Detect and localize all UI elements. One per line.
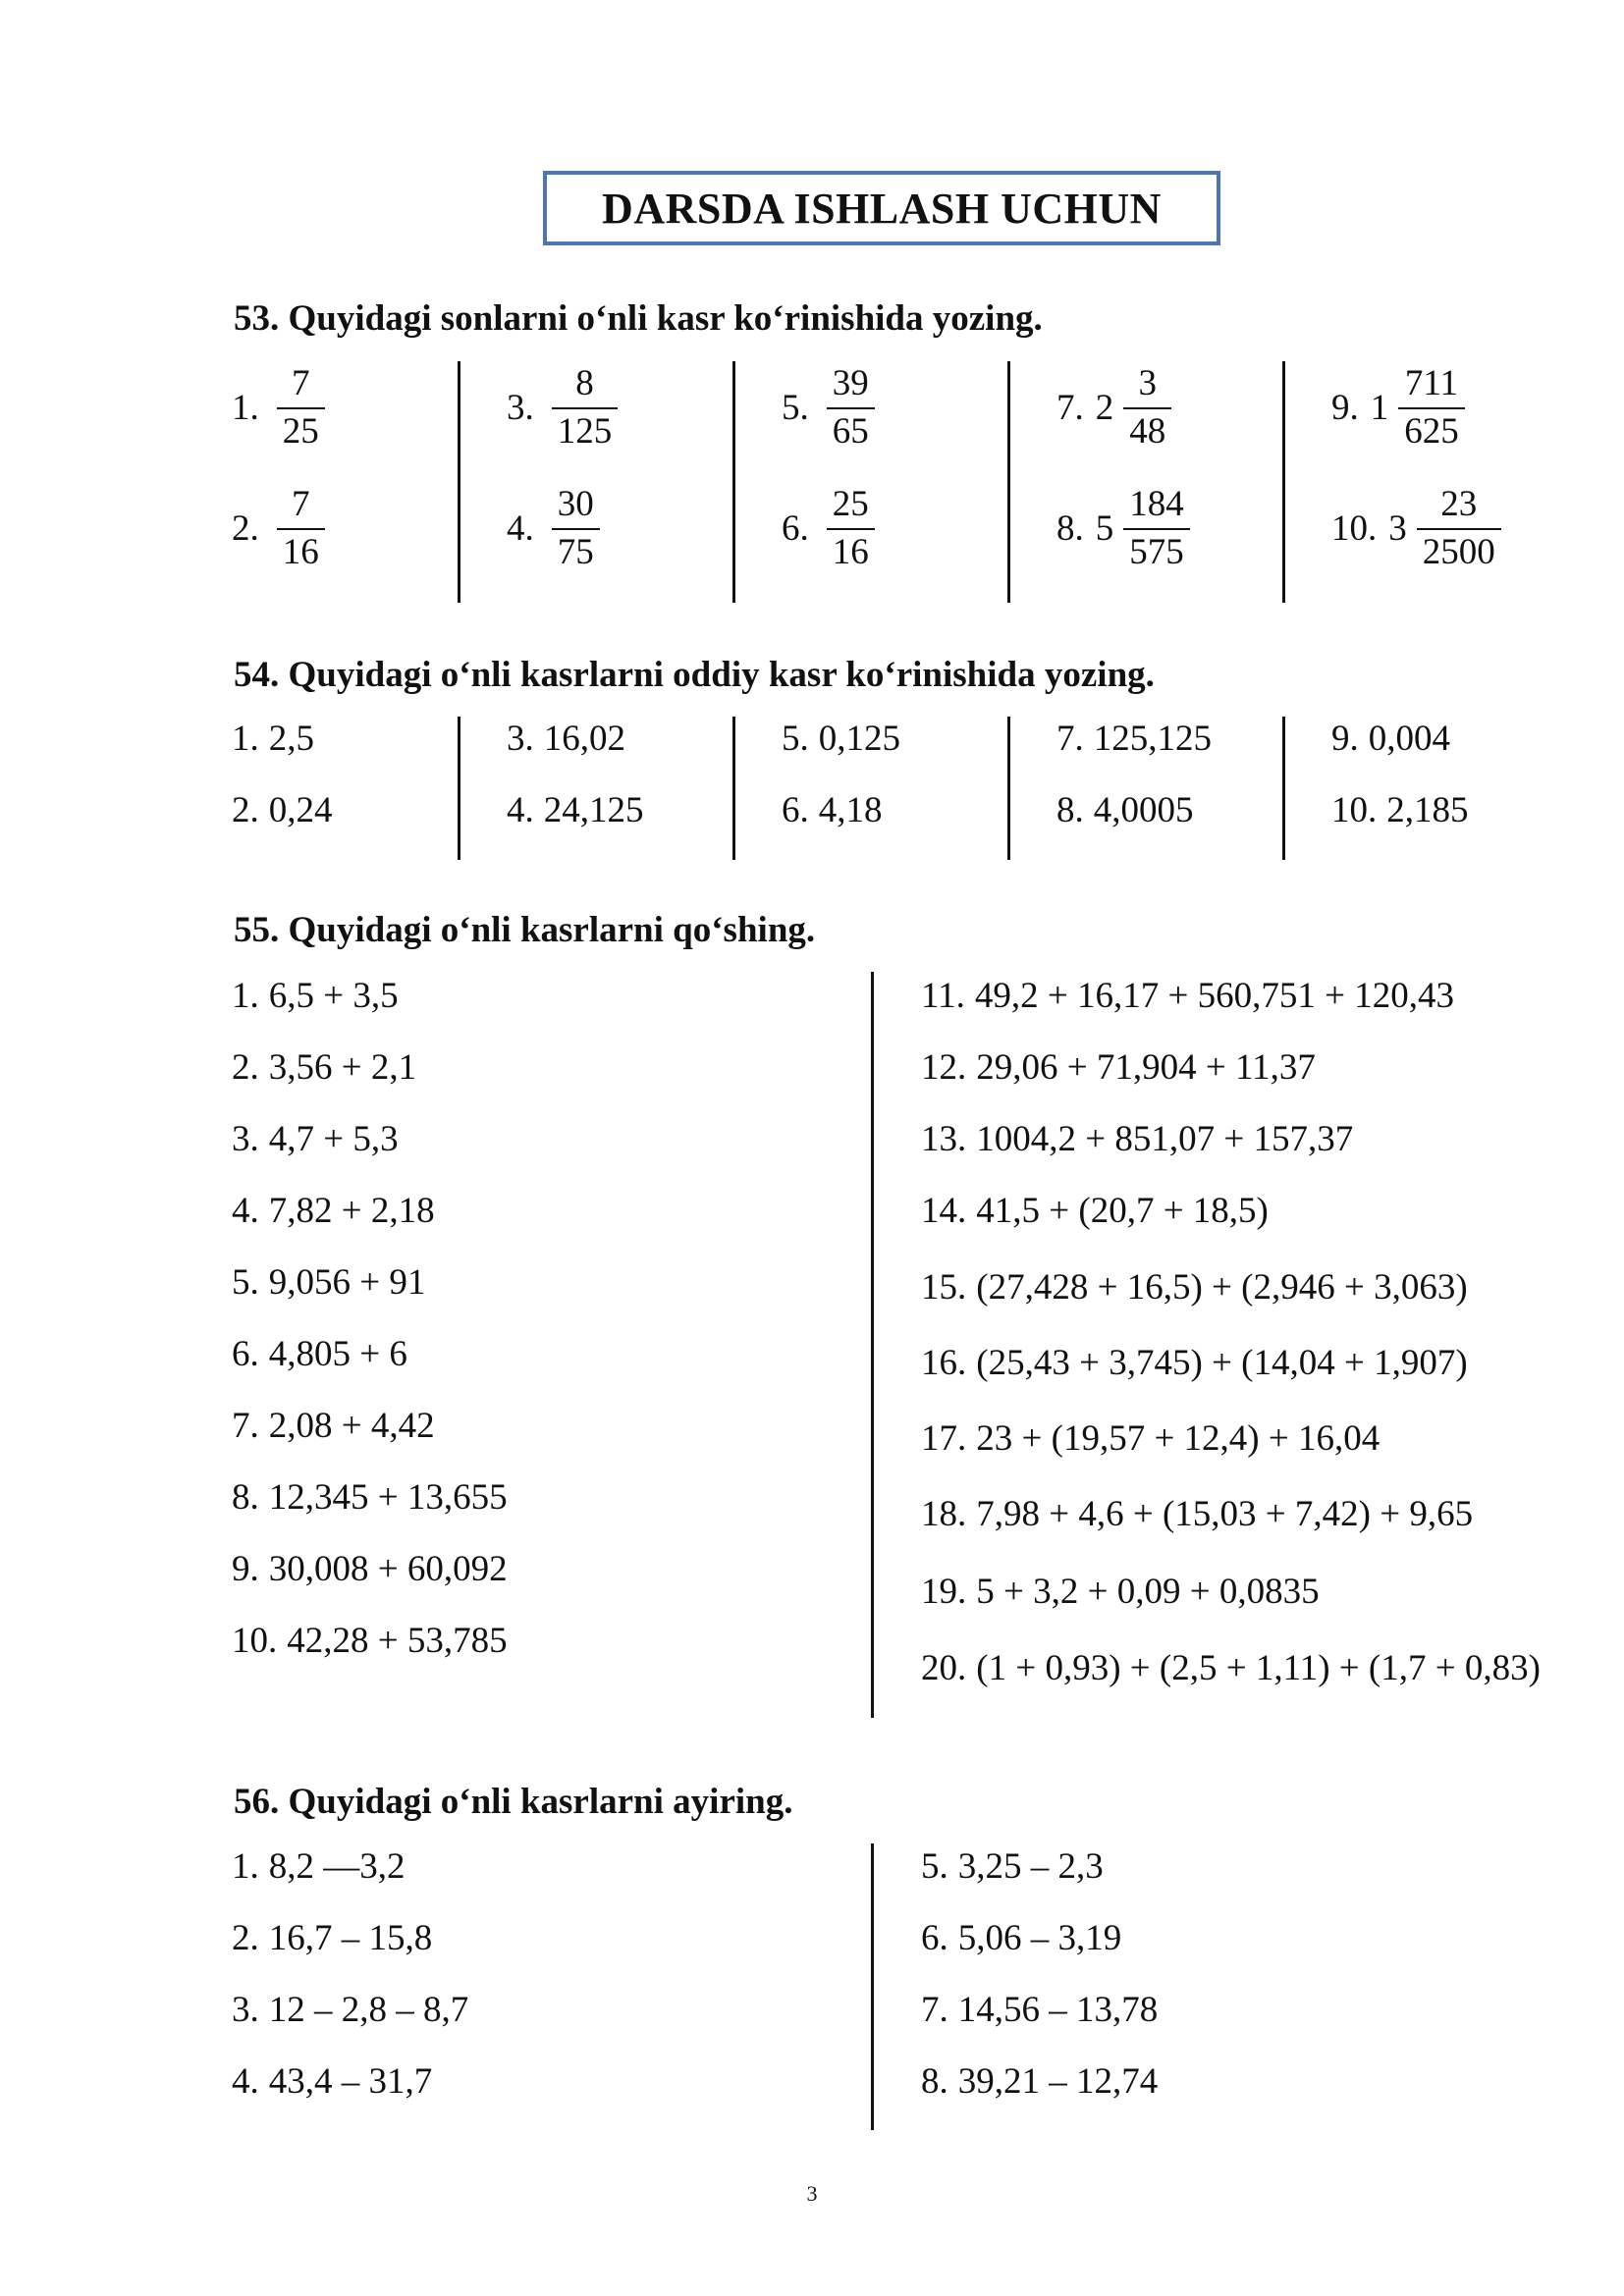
item-number: 10.	[1331, 790, 1378, 830]
numerator: 23	[1440, 484, 1478, 524]
heading-55: 55. Quyidagi o‘nli kasrlarni qo‘shing.	[234, 910, 816, 950]
column-divider	[458, 717, 460, 860]
item-expression: 2,08 + 4,42	[268, 1406, 435, 1446]
item-expression: 39,21 – 12,74	[957, 2061, 1159, 2102]
column-divider	[1282, 717, 1285, 860]
numerator: 25	[832, 484, 869, 524]
column-divider	[458, 361, 460, 603]
addition-item-7	[232, 1405, 435, 1447]
addition-item-5	[232, 1261, 425, 1304]
item-expression: 4,0005	[1093, 790, 1194, 830]
item-number: 3.	[232, 1990, 259, 2030]
item-expression: 1004,2 + 851,07 + 157,37	[976, 1119, 1354, 1159]
fraction	[552, 365, 619, 452]
item-expression: 7,82 + 2,18	[268, 1191, 435, 1231]
addition-item-9	[232, 1548, 508, 1590]
item-expression: 0,125	[818, 719, 900, 759]
whole-part: 5	[1095, 508, 1114, 550]
column-divider	[871, 1843, 874, 2130]
fraction	[827, 365, 875, 452]
item-number: 9.	[1331, 719, 1359, 759]
fraction-item-6	[782, 486, 875, 572]
item-number: 4.	[507, 508, 534, 550]
item-expression: 4,18	[818, 790, 883, 830]
decimal-item-6	[782, 789, 883, 831]
addition-item-10	[232, 1620, 508, 1662]
addition-item-1	[232, 975, 399, 1017]
item-expression: 30,008 + 60,092	[268, 1549, 508, 1589]
fraction-item-4	[507, 486, 600, 572]
item-expression: 23 + (19,57 + 12,4) + 16,04	[976, 1418, 1380, 1459]
item-expression: 42,28 + 53,785	[287, 1621, 508, 1661]
numerator: 39	[832, 363, 869, 403]
item-expression: 2,5	[268, 719, 314, 759]
item-number: 10.	[232, 1621, 278, 1661]
subtraction-item-4	[232, 2060, 432, 2103]
addition-item-16	[921, 1342, 1468, 1384]
subtraction-item-2	[232, 1917, 432, 1959]
item-number: 1.	[232, 719, 259, 759]
numerator: 7	[292, 363, 310, 403]
item-expression: 16,7 – 15,8	[268, 1918, 433, 1958]
denominator: 625	[1398, 407, 1465, 452]
item-expression: 14,56 – 13,78	[957, 1990, 1159, 2030]
item-expression: 125,125	[1093, 719, 1212, 759]
fraction	[1123, 365, 1171, 452]
item-expression: 2,185	[1386, 790, 1469, 830]
item-number: 15.	[921, 1267, 967, 1308]
item-number: 18.	[921, 1494, 967, 1534]
decimal-item-7	[1056, 718, 1212, 760]
addition-item-11	[921, 975, 1454, 1017]
subtraction-item-1	[232, 1845, 406, 1888]
addition-item-17	[921, 1417, 1380, 1460]
addition-item-8	[232, 1476, 508, 1519]
item-number: 6.	[782, 508, 809, 550]
item-expression: 12 – 2,8 – 8,7	[268, 1990, 469, 2030]
fraction-item-3	[507, 365, 618, 452]
item-expression: 43,4 – 31,7	[268, 2061, 433, 2102]
item-expression: 7,98 + 4,6 + (15,03 + 7,42) + 9,65	[976, 1494, 1474, 1534]
item-number: 8.	[921, 2061, 948, 2102]
item-expression: 9,056 + 91	[268, 1262, 426, 1303]
denominator: 575	[1123, 528, 1190, 572]
column-divider	[1282, 361, 1285, 603]
whole-part: 3	[1388, 508, 1407, 550]
numerator: 30	[557, 484, 594, 524]
subtraction-item-8	[921, 2060, 1158, 2103]
whole-part: 1	[1370, 388, 1389, 429]
addition-item-4	[232, 1190, 435, 1232]
subtraction-item-7	[921, 1989, 1158, 2031]
fraction-item-7	[1056, 365, 1171, 452]
item-number: 2.	[232, 508, 259, 550]
item-number: 8.	[1056, 790, 1084, 830]
denominator: 75	[552, 528, 600, 572]
item-number: 12.	[921, 1047, 967, 1088]
decimal-item-2	[232, 789, 333, 831]
fraction	[1417, 486, 1501, 572]
item-number: 8.	[232, 1477, 259, 1518]
denominator: 25	[277, 407, 325, 452]
item-number: 8.	[1056, 508, 1084, 550]
decimal-item-1	[232, 718, 314, 760]
column-divider	[732, 717, 735, 860]
title-box	[543, 171, 1220, 245]
item-number: 2.	[232, 1918, 259, 1958]
fraction-item-10	[1331, 486, 1501, 572]
item-number: 9.	[232, 1549, 259, 1589]
fraction-item-9	[1331, 365, 1465, 452]
subtraction-item-3	[232, 1989, 468, 2031]
denominator: 16	[277, 528, 325, 572]
item-expression: (25,43 + 3,745) + (14,04 + 1,907)	[976, 1343, 1468, 1383]
fraction	[277, 365, 325, 452]
item-number: 4.	[232, 1191, 259, 1231]
denominator: 65	[827, 407, 875, 452]
item-expression: 0,24	[268, 790, 333, 830]
fraction	[552, 486, 600, 572]
addition-item-19	[921, 1571, 1320, 1613]
subtraction-item-6	[921, 1917, 1121, 1959]
item-expression: 4,7 + 5,3	[268, 1119, 399, 1159]
item-number: 7.	[1056, 388, 1084, 429]
item-number: 13.	[921, 1119, 967, 1159]
addition-item-18	[921, 1493, 1473, 1535]
whole-part: 2	[1095, 388, 1114, 429]
denominator: 16	[827, 528, 875, 572]
fraction	[277, 486, 325, 572]
subtraction-item-5	[921, 1845, 1104, 1888]
fraction-item-2	[232, 486, 325, 572]
decimal-item-5	[782, 718, 900, 760]
numerator: 8	[575, 363, 594, 403]
addition-item-13	[921, 1118, 1353, 1160]
item-number: 6.	[921, 1918, 948, 1958]
denominator: 125	[552, 407, 619, 452]
addition-item-2	[232, 1046, 416, 1089]
item-expression: (1 + 0,93) + (2,5 + 1,11) + (1,7 + 0,83)	[976, 1648, 1541, 1688]
column-divider	[871, 972, 874, 1718]
item-expression: 8,2 —3,2	[268, 1846, 406, 1887]
item-number: 17.	[921, 1418, 967, 1459]
item-expression: 0,004	[1368, 719, 1450, 759]
item-number: 5.	[921, 1846, 948, 1887]
item-number: 3.	[507, 719, 534, 759]
item-number: 2.	[232, 1047, 259, 1088]
item-expression: 41,5 + (20,7 + 18,5)	[976, 1191, 1269, 1231]
item-expression: 12,345 + 13,655	[268, 1477, 508, 1518]
numerator: 711	[1404, 363, 1459, 403]
heading-54: 54. Quyidagi o‘nli kasrlarni oddiy kasr ko‘rinishida yozing.	[234, 655, 1155, 695]
column-divider	[1007, 361, 1010, 603]
decimal-item-10	[1331, 789, 1469, 831]
item-expression: 24,125	[543, 790, 644, 830]
denominator: 2500	[1417, 528, 1501, 572]
item-number: 2.	[232, 790, 259, 830]
item-number: 9.	[1331, 388, 1359, 429]
addition-item-14	[921, 1190, 1269, 1232]
fraction	[827, 486, 875, 572]
fraction	[1398, 365, 1465, 452]
numerator: 3	[1138, 363, 1157, 403]
addition-item-3	[232, 1118, 399, 1160]
item-number: 3.	[232, 1119, 259, 1159]
item-number: 7.	[232, 1406, 259, 1446]
page-number: 3	[806, 2181, 818, 2206]
page-title: DARSDA ISHLASH UCHUN	[602, 184, 1162, 233]
item-number: 16.	[921, 1343, 967, 1383]
item-number: 4.	[507, 790, 534, 830]
fraction-item-1	[232, 365, 325, 452]
item-number: 7.	[1056, 719, 1084, 759]
item-expression: 5,06 – 3,19	[957, 1918, 1122, 1958]
item-number: 7.	[921, 1990, 948, 2030]
addition-item-15	[921, 1266, 1468, 1308]
heading-56: 56. Quyidagi o‘nli kasrlarni ayiring.	[234, 1782, 793, 1822]
item-expression: 4,805 + 6	[268, 1334, 407, 1374]
heading-53: 53. Quyidagi sonlarni o‘nli kasr ko‘rinishida yozing.	[234, 298, 1043, 339]
item-number: 5.	[782, 719, 809, 759]
item-expression: (27,428 + 16,5) + (2,946 + 3,063)	[976, 1267, 1468, 1308]
item-number: 4.	[232, 2061, 259, 2102]
item-expression: 3,25 – 2,3	[957, 1846, 1104, 1887]
fraction-item-8	[1056, 486, 1190, 572]
decimal-item-9	[1331, 718, 1450, 760]
item-number: 5.	[232, 1262, 259, 1303]
item-number: 10.	[1331, 508, 1378, 550]
item-expression: 5 + 3,2 + 0,09 + 0,0835	[976, 1572, 1320, 1612]
item-number: 3.	[507, 388, 534, 429]
item-number: 6.	[782, 790, 809, 830]
numerator: 7	[292, 484, 310, 524]
item-number: 1.	[232, 1846, 259, 1887]
fraction-item-5	[782, 365, 875, 452]
decimal-item-3	[507, 718, 625, 760]
addition-item-6	[232, 1333, 407, 1375]
item-number: 19.	[921, 1572, 967, 1612]
item-number: 11.	[921, 976, 965, 1016]
item-expression: 16,02	[543, 719, 625, 759]
item-expression: 6,5 + 3,5	[268, 976, 399, 1016]
item-expression: 29,06 + 71,904 + 11,37	[976, 1047, 1316, 1088]
fraction	[1123, 486, 1190, 572]
addition-item-20	[921, 1647, 1541, 1689]
decimal-item-8	[1056, 789, 1194, 831]
item-number: 6.	[232, 1334, 259, 1374]
item-expression: 3,56 + 2,1	[268, 1047, 417, 1088]
item-expression: 49,2 + 16,17 + 560,751 + 120,43	[974, 976, 1454, 1016]
column-divider	[732, 361, 735, 603]
item-number: 1.	[232, 976, 259, 1016]
item-number: 20.	[921, 1648, 967, 1688]
denominator: 48	[1123, 407, 1171, 452]
item-number: 5.	[782, 388, 809, 429]
item-number: 14.	[921, 1191, 967, 1231]
item-number: 1.	[232, 388, 259, 429]
decimal-item-4	[507, 789, 644, 831]
column-divider	[1007, 717, 1010, 860]
addition-item-12	[921, 1046, 1316, 1089]
numerator: 184	[1129, 484, 1184, 524]
